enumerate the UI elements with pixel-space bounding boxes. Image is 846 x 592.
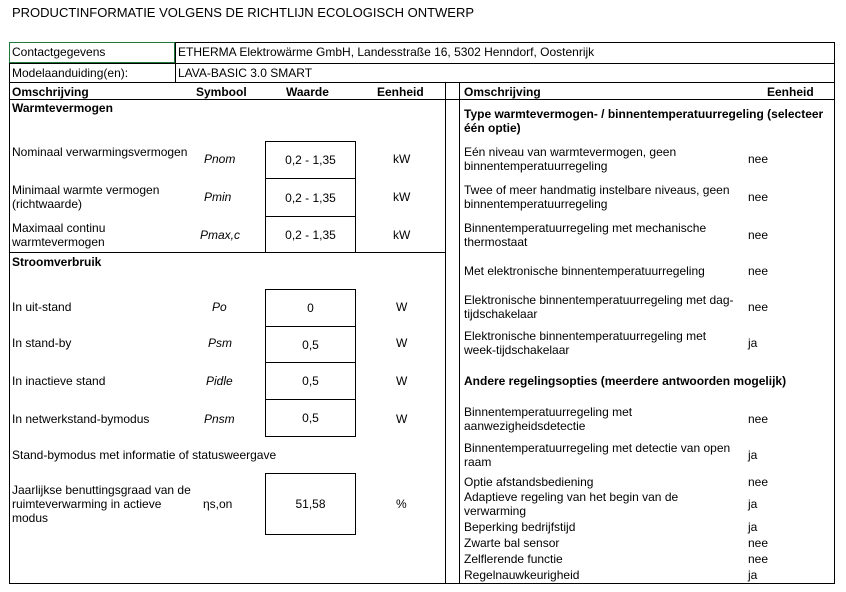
option-label: Beperking bedrijfstijd: [464, 520, 576, 534]
option-label: Elektronische binnentemperatuurregeling met dag-tijdschakelaar: [464, 293, 734, 321]
option-label: Elektronische binnentemperatuurregeling met week-tijdschakelaar: [464, 329, 707, 357]
page-title: PRODUCTINFORMATIE VOLGENS DE RICHTLIJN ECOLOGISCH ONTWERP: [12, 5, 475, 20]
option-label: Binnentemperatuurregeling met aanwezigheidsdetectie: [464, 405, 633, 433]
heat-output-heading: Warmtevermogen: [12, 101, 113, 115]
option-value: ja: [748, 568, 758, 582]
standby-display-label: Stand-bymodus met informatie of statusweergave: [12, 448, 277, 462]
option-value: nee: [748, 412, 769, 426]
option-label: Optie afstandsbediening: [464, 475, 594, 489]
row-unit: W: [396, 412, 408, 426]
divider: [459, 82, 460, 584]
option-value: nee: [748, 228, 769, 242]
row-unit: kW: [393, 190, 411, 204]
option-value: nee: [748, 475, 769, 489]
divider: [9, 252, 445, 253]
value-text: 0,5: [302, 374, 319, 388]
header-symbol: Symbool: [196, 85, 247, 99]
power-consumption-heading: Stroomverbruik: [12, 255, 102, 269]
option-label: Zwarte bal sensor: [464, 536, 560, 550]
row-unit: W: [396, 374, 408, 388]
option-label: Zelflerende functie: [464, 552, 563, 566]
row-symbol: Pmin: [204, 190, 232, 204]
row-symbol: Po: [212, 300, 227, 314]
divider: [445, 82, 446, 584]
value-box: [265, 216, 356, 253]
option-label: Binnentemperatuurregeling met detectie van open raam: [464, 441, 731, 469]
header-description: Omschrijving: [12, 85, 89, 99]
row-label: Minimaal warmte vermogen (richtwaarde): [12, 183, 160, 211]
divider: [175, 42, 176, 82]
option-value: ja: [748, 448, 758, 462]
option-value: ja: [748, 336, 758, 350]
row-symbol: Pnom: [204, 152, 236, 166]
value-box: [265, 362, 356, 400]
value-box: [265, 289, 356, 327]
control-type-heading: Type warmtevermogen- / binnentemperatuurregeling (selecteer één optie): [464, 107, 824, 135]
value-box: [265, 141, 356, 179]
efficiency-unit: %: [396, 497, 407, 511]
model-label: Modelaanduiding(en):: [12, 66, 129, 80]
row-label: Maximaal continu warmtevermogen: [12, 221, 106, 249]
row-unit: kW: [393, 228, 411, 242]
row-unit: kW: [393, 152, 411, 166]
header-value: Waarde: [286, 85, 329, 99]
contact-label: Contactgegevens: [12, 45, 106, 59]
value-text: 0,2 - 1,35: [285, 190, 336, 205]
option-label: Met elektronische binnentemperatuurregeling: [464, 264, 705, 278]
value-text: 0,2 - 1,35: [285, 153, 336, 167]
option-value: nee: [748, 264, 769, 278]
value-text: 51,58: [295, 497, 326, 511]
row-label: In stand-by: [12, 336, 72, 350]
divider: [9, 82, 835, 83]
value-box: [265, 178, 356, 217]
row-symbol: Pmax,c: [200, 228, 241, 242]
header-description-right: Omschrijving: [464, 85, 541, 99]
contact-value: ETHERMA Elektrowärme GmbH, Landesstraße 16, 5302 Henndorf, Oostenrijk: [178, 45, 595, 59]
header-unit-right: Eenheid: [767, 85, 814, 99]
divider: [9, 63, 835, 64]
row-symbol: Pidle: [206, 374, 233, 388]
value-text: 0: [307, 301, 314, 315]
divider: [9, 99, 835, 100]
option-label: Regelnauwkeurigheid: [464, 568, 580, 582]
other-options-heading: Andere regelingsopties (meerdere antwoorden mogelijk): [464, 374, 787, 388]
row-label: In netwerkstand-bymodus: [12, 412, 150, 426]
row-label: In uit-stand: [12, 300, 72, 314]
value-text: 0,5: [302, 337, 319, 352]
option-label: Binnentemperatuurregeling met mechanische thermostaat: [464, 221, 707, 249]
option-value: nee: [748, 536, 769, 550]
row-unit: W: [396, 300, 408, 314]
model-value: LAVA-BASIC 3.0 SMART: [178, 66, 313, 80]
option-value: nee: [748, 190, 769, 204]
option-value: nee: [748, 300, 769, 314]
option-value: ja: [748, 497, 758, 511]
value-box: [265, 399, 356, 437]
efficiency-symbol: ηs,on: [203, 497, 233, 511]
option-label: Eén niveau van warmtevermogen, geen binnentemperatuurregeling: [464, 145, 677, 173]
row-symbol: Psm: [208, 336, 232, 350]
row-symbol: Pnsm: [204, 412, 235, 426]
row-unit: W: [396, 336, 408, 350]
option-label: Adaptieve regeling van het begin van de verwarming: [464, 490, 679, 518]
value-text: 0,5: [302, 411, 319, 425]
efficiency-label: Jaarlijkse benuttingsgraad van de ruimteverwarming in actieve modus: [12, 483, 191, 525]
option-label: Twee of meer handmatig instelbare niveaus, geen binnentemperatuurregeling: [464, 183, 730, 211]
option-value: nee: [748, 552, 769, 566]
option-value: nee: [748, 152, 769, 166]
value-text: 0,2 - 1,35: [285, 227, 336, 242]
header-unit: Eenheid: [377, 85, 424, 99]
row-label: In inactieve stand: [12, 374, 106, 388]
option-value: ja: [748, 520, 758, 534]
row-label: Nominaal verwarmingsvermogen: [12, 145, 188, 159]
value-box: [265, 326, 356, 363]
value-box: [265, 473, 356, 535]
